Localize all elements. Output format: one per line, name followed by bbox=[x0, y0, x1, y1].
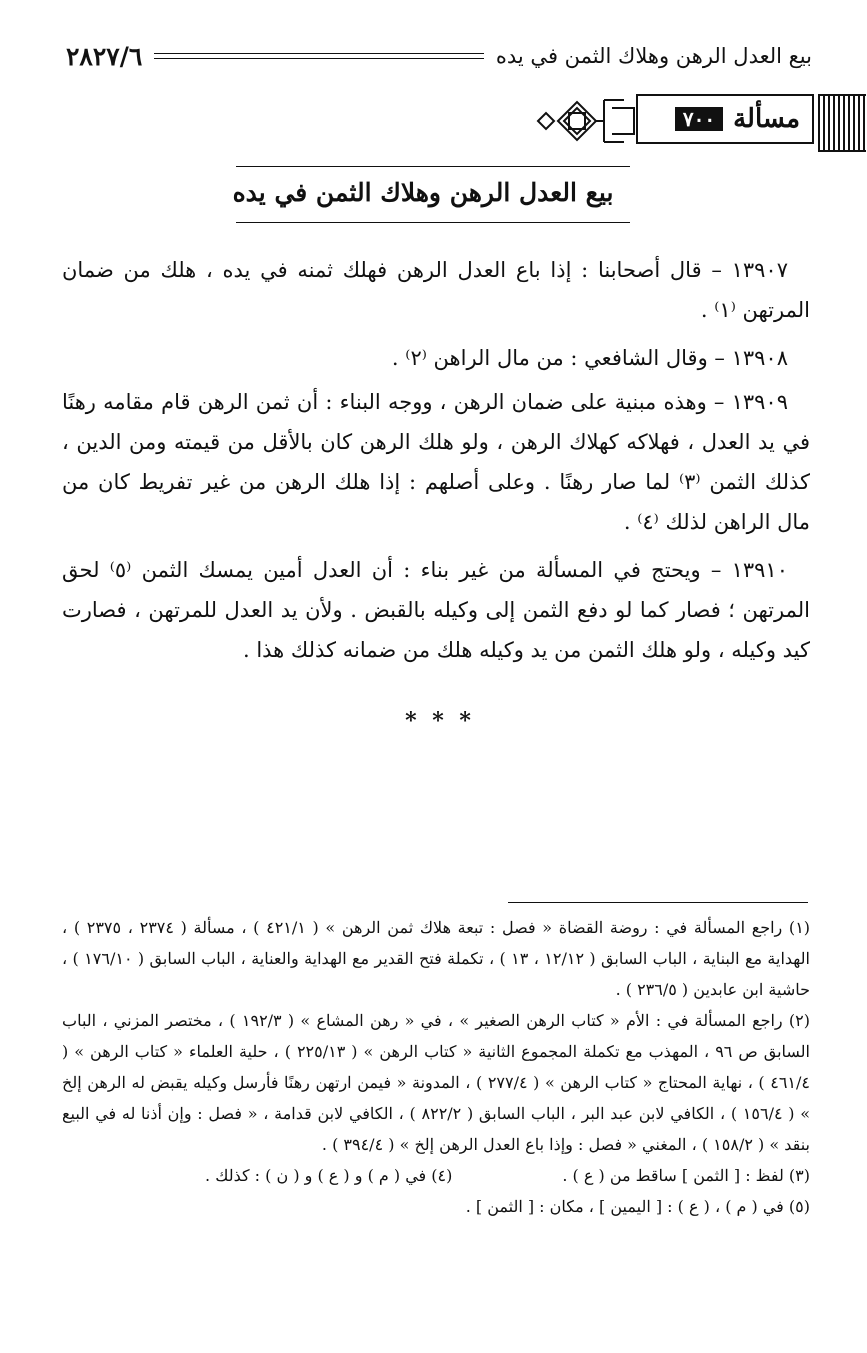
paragraph-13907: ١٣٩٠٧ – قال أصحابنا : إذا باع العدل الرهن فهلك ثمنه في يده ، هلك من ضمان المرتهن ⁽١⁾ . bbox=[62, 258, 810, 322]
masala-word: مسألة bbox=[733, 104, 800, 134]
paragraph-13909: ١٣٩٠٩ – وهذه مبنية على ضمان الرهن ، ووجه البناء : أن ثمن الرهن قام مقامه رهنًا في يد العدل ، فهلاكه كهلاك الرهن ، ولو هلك الرهن كان بالأقل من قيمته ومن الدين ، كذلك الثمن ⁽٣⁾ لما صار رهنًا . وعلى أصلهم : إذا هلك الرهن من غير تفريط كان من مال الراهن لذلك ⁽٤⁾ . bbox=[62, 390, 810, 534]
masala-label-box bbox=[636, 94, 814, 144]
title-top-rule bbox=[236, 166, 630, 167]
body-text bbox=[62, 250, 810, 678]
footnote-5: (٥) في ( م ) ، ( ع ) : [ اليمين ] ، مكان : [ الثمن ] . bbox=[465, 1197, 810, 1216]
paragraph-13910: ١٣٩١٠ – ويحتج في المسألة من غير بناء : أن العدل أمين يمسك الثمن ⁽٥⁾ لحق المرتهن ؛ فصار كما لو دفع الثمن إلى وكيله بالقبض . ولأن يد العدل للمرتهن ، فصارت كيد وكيله ، ولو هلك الثمن من يد وكيله هلك من ضمانه كذلك هذا . bbox=[62, 558, 810, 662]
paragraph-13908: ١٣٩٠٨ – وقال الشافعي : من مال الراهن ⁽٢⁾ . bbox=[391, 346, 788, 370]
section-separator: * * * bbox=[405, 708, 475, 734]
banner-hatch-ornament bbox=[818, 94, 866, 152]
section-title: بيع العدل الرهن وهلاك الثمن في يده bbox=[232, 178, 614, 207]
footnote-2: (٢) راجع المسألة في : الأم « كتاب الرهن الصغير » ، في « رهن المشاع » ( ١٩٢/٣ ) ، مختصر المزني ، الباب السابق ص ٩٦ ، المهذب مع تكملة المجموع الثانية « كتاب الرهن » ( ٢٢٥/١٣ ) ، حلية العلماء « كتاب الرهن » ( ٤٦١/٤ ) ، نهاية المحتاج « كتاب الرهن » ( ٢٧٧/٤ ) ، المدونة « فيمن ارتهن رهنًا فأرسل وكيله يقبض له الرهن إلخ » ( ١٥٦/٤ ) ، الكافي لابن عبد البر ، الباب السابق ( ٨٢٢/٢ ) ، الكافي لابن قدامة ، « فصل : وإن أذنا له في البيع بنقد » ( ١٥٨/٢ ) ، المغني « فصل : وإذا باع العدل الرهن إلخ » ( ٣٩٤/٤ ) . bbox=[62, 1011, 810, 1154]
title-bottom-rule bbox=[236, 222, 630, 223]
masala-banner bbox=[532, 92, 866, 150]
page-number: ٢٨٢٧/٦ bbox=[66, 41, 143, 71]
footnotes bbox=[62, 912, 810, 1222]
footnote-rule bbox=[508, 902, 808, 903]
footnote-4: (٤) في ( م ) و ( ع ) و ( ن ) : كذلك . bbox=[205, 1166, 453, 1185]
footnote-row-3-4 bbox=[62, 1160, 810, 1191]
header-double-rule bbox=[154, 53, 484, 59]
footnote-1: (١) راجع المسألة في : روضة القضاة « فصل : تبعة هلاك ثمن الرهن » ( ٤٢١/١ ) ، مسألة ( ٢٣٧٤ ، ٢٣٧٥ ) ، الهداية مع البناية ، الباب السابق ( ١٢/١٢ ، ١٣ ) ، تكملة فتح القدير مع الهداية والعناية ، الباب السابق ( ١٧٦/١٠ ) ، حاشية ابن عابدين ( ٢٣٦/٥ ) . bbox=[62, 918, 811, 999]
running-title: بيع العدل الرهن وهلاك الثمن في يده bbox=[495, 44, 812, 68]
masala-number: ٧٠٠ bbox=[675, 107, 723, 131]
running-header bbox=[66, 38, 812, 74]
footnote-3: (٣) لفظ : [ الثمن ] ساقط من ( ع ) . bbox=[562, 1166, 810, 1185]
geometric-ornament-icon bbox=[532, 94, 642, 148]
